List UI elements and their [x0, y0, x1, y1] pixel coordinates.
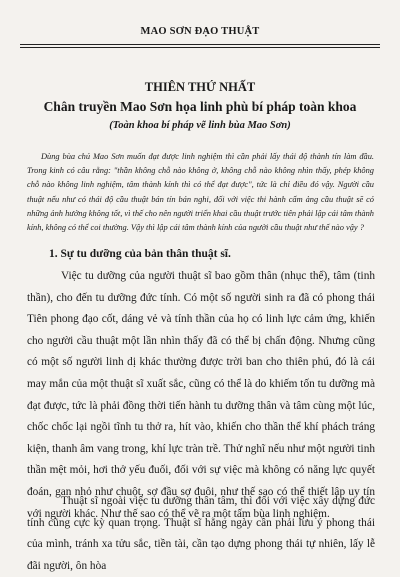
header-rule-top: [20, 44, 380, 45]
body-paragraph-2: Thuật sĩ ngoài việc tu dưỡng thân tâm, thì đối với việc xây dựng đức tính cũng cực kỳ quan trọng. Thuật sĩ hằng ngày cần phải lưu ý phong thái của mình, tránh xa tửu sắc, tiền tài, cần tạo dựng phong thái tự nhiên, lấy lễ đãi người, ôn hòa: [27, 495, 375, 572]
chapter-title: Chân truyền Mao Sơn họa linh phù bí pháp toàn khoa: [43, 99, 357, 114]
section-heading: 1. Sự tu dưỡng của bản thân thuật sĩ.: [49, 248, 231, 260]
intro-paragraph: Dùng bùa chú Mao Sơn muốn đạt được linh nghiệm thì cần phải lấy thái độ thành tín làm đầu. Trong kinh có câu rằng: "thần không chỗ nào không ở, không chỗ nào không nhìn thấy, phép không chỗ nào không linh nghiệm, tâm thành kính thì có thể đạt được", tức là chỉ điều đó vậy. Người cầu thuật nếu như có thái độ cầu thuật bán tín bán nghi, đối với việc thi hành cấm ảng cầu thuật sẽ có những ảnh hưởng không tốt, vì thế cho nên người triển khai cầu thuật trước tiên phải lập cái tâm thành kính, không có thể coi thường. Vậy thì lập cái tâm thành kính của người cầu thuật như thế nào vậy ?: [27, 152, 374, 233]
chapter-label: THIÊN THỨ NHẤT: [144, 80, 256, 94]
chapter-subtitle: (Toàn khoa bí pháp vẽ linh bùa Mao Sơn): [109, 120, 291, 131]
running-header: MAO SƠN ĐẠO THUẬT: [140, 26, 260, 37]
body-paragraph-1: Việc tu dưỡng của người thuật sĩ bao gồm thân (nhục thể), tâm (tinh thần), cho đến tu dưỡng đức tính. Có một số người sinh ra đã có phong thái Tiên phong đạo cốt, dáng vẻ và tính thần của họ có linh lực cảm ứng, khiến cho người cầu thuật một lần nhìn thấy đã có thể bị chấn động. Nhưng cũng có một số người linh dị khác thường được trời ban cho thiên phú, đó là cái may mắn của một thuật sĩ xuất sắc, cũng có thể là do khiếm tốn tu dưỡng mà đạt được, tức là phải đồng thời tiến hành tu dưỡng thân và tâm cùng một lúc, chốc chốc lại ngồi tĩnh tu thở ra, hít vào, khiến cho thần thể khí phách tráng kiện, thanh âm vang trong, khí lực tràn trề. Thử nghĩ nếu như một người tinh thần mệt mỏi, hơi thở yếu đuối, đối với sự việc mà không có năng lực quyết đoán, gan nhỏ như chuột, sợ đầu sợ đuôi, như thế sao có thể thiết lập uy tín với người khác. Như thế sao có thể vẽ ra một tấm bùa linh nghiệm.: [27, 270, 375, 520]
header-rule-bottom: [20, 47, 380, 48]
